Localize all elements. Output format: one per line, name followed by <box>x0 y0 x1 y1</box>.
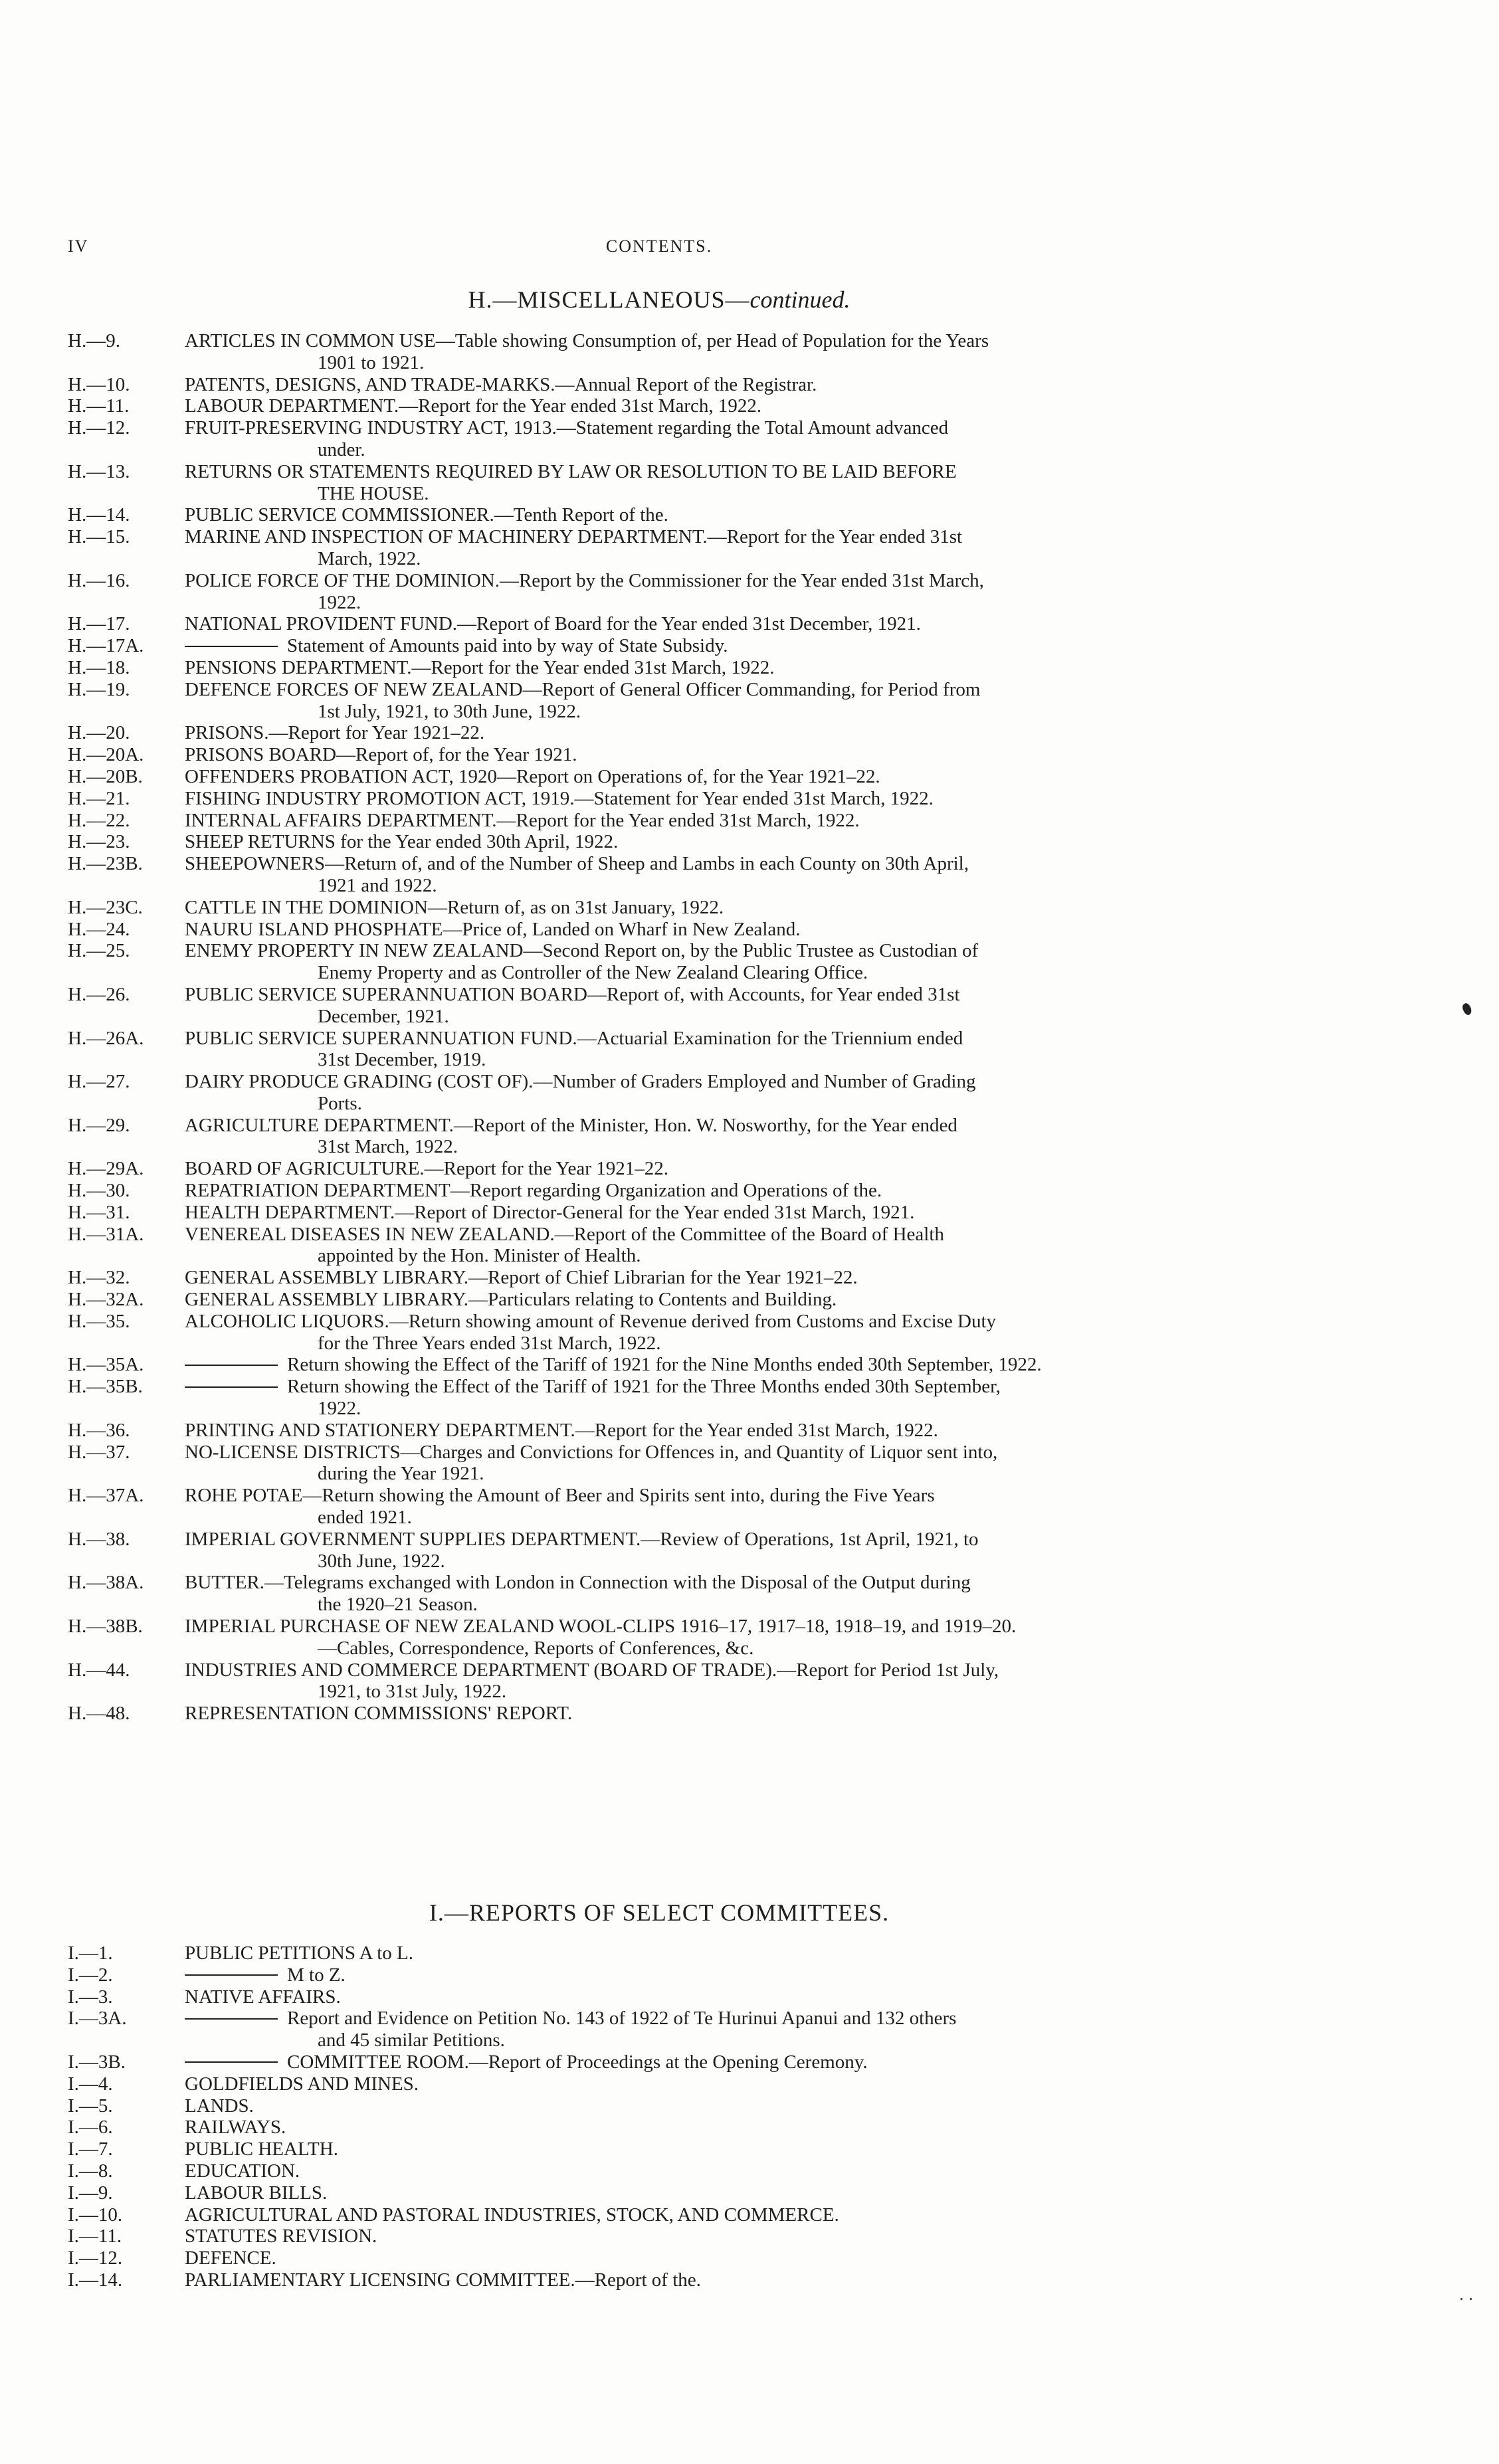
entry-body <box>185 461 1250 505</box>
entry-body <box>185 1202 1250 1224</box>
section-h-title <box>68 286 1250 314</box>
entry-body <box>185 1964 1250 1986</box>
entry-title: GOLDFIELDS AND MINES. <box>185 2073 419 2095</box>
contents-entry <box>68 526 1250 570</box>
entry-body <box>185 2073 1250 2095</box>
entry-code: H.—22. <box>68 809 130 831</box>
entry-title: M to Z. <box>287 1964 346 1986</box>
ink-dots: . . <box>1459 2284 1473 2305</box>
contents-entry <box>68 810 1250 832</box>
contents-entry <box>68 1943 1250 1964</box>
entry-continuation: 1922. <box>318 1398 361 1420</box>
page-header <box>68 237 1250 263</box>
entry-body <box>185 1028 1250 1072</box>
page-number: IV <box>68 237 89 256</box>
entry-code: H.—17. <box>68 613 130 635</box>
entry-title: FISHING INDUSTRY PROMOTION ACT, 1919.—Statement for Year ended 31st March, 1922. <box>185 787 934 809</box>
entry-title: VENEREAL DISEASES IN NEW ZEALAND.—Report of the Committee of the Board of Health <box>185 1223 944 1245</box>
contents-entry <box>68 1202 1250 1224</box>
contents-entry <box>68 940 1250 984</box>
entry-title: HEALTH DEPARTMENT.—Report of Director-General for the Year ended 31st March, 1921. <box>185 1201 915 1223</box>
page-title: CONTENTS. <box>605 237 713 256</box>
entry-body <box>185 853 1250 897</box>
contents-entry <box>68 2247 1250 2269</box>
entry-continuation: 31st March, 1922. <box>318 1136 458 1158</box>
entry-code: H.—23B. <box>68 853 143 875</box>
entry-title: GENERAL ASSEMBLY LIBRARY.—Report of Chief Librarian for the Year 1921–22. <box>185 1267 858 1289</box>
entry-body <box>185 2226 1250 2247</box>
entry-body <box>185 2138 1250 2160</box>
entry-code: H.—17A. <box>68 635 144 657</box>
entry-title: Return showing the Effect of the Tariff of 1921 for the Three Months ended 30th September, <box>287 1376 1001 1398</box>
contents-entry <box>68 2095 1250 2117</box>
contents-entry <box>68 1158 1250 1180</box>
entry-title: DAIRY PRODUCE GRADING (COST OF).—Number of Graders Employed and Number of Grading <box>185 1071 976 1093</box>
contents-entry <box>68 2008 1250 2051</box>
contents-entry <box>68 919 1250 941</box>
entry-code: I.—1. <box>68 1943 113 1964</box>
entry-title: PUBLIC SERVICE SUPERANNUATION FUND.—Actuarial Examination for the Triennium ended <box>185 1027 963 1049</box>
entry-title: COMMITTEE ROOM.—Report of Proceedings at the Opening Ceremony. <box>287 2051 868 2073</box>
entry-title: EDUCATION. <box>185 2160 300 2182</box>
entry-code: H.—37. <box>68 1441 130 1463</box>
entry-body <box>185 613 1250 635</box>
entry-title: GENERAL ASSEMBLY LIBRARY.—Particulars relating to Contents and Building. <box>185 1289 837 1311</box>
entry-body <box>185 1659 1250 1703</box>
entry-body <box>185 2008 1250 2051</box>
contents-entry <box>68 744 1250 766</box>
entry-title: PARLIAMENTARY LICENSING COMMITTEE.—Report of the. <box>185 2269 701 2291</box>
entry-code: H.—25. <box>68 940 130 962</box>
contents-entry <box>68 2051 1250 2073</box>
contents-entry <box>68 1224 1250 1268</box>
contents-entry <box>68 766 1250 788</box>
contents-entry <box>68 1311 1250 1355</box>
entry-title: RETURNS OR STATEMENTS REQUIRED BY LAW OR RESOLUTION TO BE LAID BEFORE <box>185 460 957 482</box>
contents-entry <box>68 570 1250 614</box>
entry-title: ARTICLES IN COMMON USE—Table showing Consumption of, per Head of Population for the Years <box>185 330 989 351</box>
entry-body <box>185 919 1250 941</box>
contents-entry <box>68 831 1250 853</box>
contents-entry <box>68 330 1250 374</box>
entry-code: H.—35A. <box>68 1354 144 1376</box>
entry-continuation: Enemy Property and as Controller of the New Zealand Clearing Office. <box>318 962 868 984</box>
contents-entry <box>68 1028 1250 1072</box>
entry-code: H.—29A. <box>68 1158 144 1180</box>
entry-title: NAURU ISLAND PHOSPHATE—Price of, Landed on Wharf in New Zealand. <box>185 918 801 940</box>
contents-entry <box>68 853 1250 897</box>
entry-code: H.—37A. <box>68 1485 144 1507</box>
ditto-rule <box>185 1365 278 1366</box>
entry-continuation: under. <box>318 438 365 460</box>
entry-code: I.—9. <box>68 2182 113 2204</box>
entry-body <box>185 2095 1250 2117</box>
entry-title: BOARD OF AGRICULTURE.—Report for the Year 1921–22. <box>185 1158 668 1180</box>
entry-continuation: December, 1921. <box>318 1005 449 1027</box>
entry-title: ROHE POTAE—Return showing the Amount of Beer and Spirits sent into, during the Five Years <box>185 1485 935 1507</box>
entry-code: H.—26A. <box>68 1027 144 1049</box>
entry-title: MARINE AND INSPECTION OF MACHINERY DEPARTMENT.—Report for the Year ended 31st <box>185 526 963 548</box>
entry-continuation: and 45 similar Petitions. <box>318 2030 505 2051</box>
entry-title: LANDS. <box>185 2095 254 2117</box>
entry-body <box>185 2269 1250 2291</box>
contents-entry <box>68 1485 1250 1529</box>
entry-title: RAILWAYS. <box>185 2117 286 2138</box>
entry-body <box>185 374 1250 396</box>
entry-title: ENEMY PROPERTY IN NEW ZEALAND—Second Report on, by the Public Trustee as Custodian of <box>185 940 979 962</box>
entry-code: H.—14. <box>68 504 130 526</box>
entry-title: OFFENDERS PROBATION ACT, 1920—Report on Operations of, for the Year 1921–22. <box>185 765 880 787</box>
entry-continuation: Ports. <box>318 1092 362 1114</box>
entry-code: H.—18. <box>68 656 130 678</box>
entry-body <box>185 1420 1250 1442</box>
entry-title: FRUIT-PRESERVING INDUSTRY ACT, 1913.—Statement regarding the Total Amount advanced <box>185 417 949 439</box>
ditto-rule <box>185 1974 278 1976</box>
entry-code: H.—31A. <box>68 1223 144 1245</box>
entry-title: DEFENCE FORCES OF NEW ZEALAND—Report of General Officer Commanding, for Period from <box>185 678 981 700</box>
entry-continuation: 31st December, 1919. <box>318 1049 486 1071</box>
entry-body <box>185 417 1250 461</box>
entry-continuation: ended 1921. <box>318 1507 412 1529</box>
contents-entry <box>68 417 1250 461</box>
section-h-title-text: H.—MISCELLANEOUS— <box>468 286 750 313</box>
contents-entry <box>68 2226 1250 2247</box>
section-i-entries <box>68 1943 1250 2291</box>
entry-code: H.—24. <box>68 918 130 940</box>
entry-title: PRISONS BOARD—Report of, for the Year 1921. <box>185 744 577 766</box>
entry-code: H.—23C. <box>68 896 143 918</box>
entry-body <box>185 2160 1250 2182</box>
entry-body <box>185 1115 1250 1159</box>
entry-code: H.—32. <box>68 1267 130 1289</box>
contents-entry <box>68 1529 1250 1572</box>
entry-title: PRINTING AND STATIONERY DEPARTMENT.—Report for the Year ended 31st March, 1922. <box>185 1419 938 1441</box>
entry-title: PUBLIC SERVICE COMMISSIONER.—Tenth Report of the. <box>185 504 668 526</box>
entry-code: I.—4. <box>68 2073 113 2095</box>
entry-body <box>185 810 1250 832</box>
contents-entry <box>68 984 1250 1028</box>
entry-title: Return showing the Effect of the Tariff of 1921 for the Nine Months ended 30th September, 1922. <box>287 1354 1042 1376</box>
contents-entry <box>68 395 1250 417</box>
entry-code: H.—10. <box>68 373 130 395</box>
entry-continuation: during the Year 1921. <box>318 1463 484 1485</box>
entry-continuation: 1st July, 1921, to 30th June, 1922. <box>318 700 581 722</box>
entry-code: H.—20. <box>68 722 130 744</box>
entry-continuation: March, 1922. <box>318 547 421 569</box>
contents-entry <box>68 2073 1250 2095</box>
entry-title: SHEEPOWNERS—Return of, and of the Number of Sheep and Lambs in each County on 30th April, <box>185 853 969 875</box>
entry-title: PUBLIC PETITIONS A to L. <box>185 1943 413 1964</box>
entry-code: H.—30. <box>68 1180 130 1202</box>
contents-entry <box>68 1964 1250 1986</box>
entry-title: IMPERIAL GOVERNMENT SUPPLIES DEPARTMENT.—Review of Operations, 1st April, 1921, to <box>185 1528 979 1550</box>
entry-code: H.—38. <box>68 1528 130 1550</box>
entry-body <box>185 395 1250 417</box>
entry-title: POLICE FORCE OF THE DOMINION.—Report by the Commissioner for the Year ended 31st March, <box>185 569 984 591</box>
entry-body <box>185 1180 1250 1202</box>
entry-title: NO-LICENSE DISTRICTS—Charges and Convictions for Offences in, and Quantity of Liquor sent into, <box>185 1441 998 1463</box>
entry-body <box>185 1986 1250 2008</box>
contents-entry <box>68 1267 1250 1289</box>
entry-code: H.—16. <box>68 569 130 591</box>
entry-code: I.—8. <box>68 2160 113 2182</box>
contents-entry <box>68 1180 1250 1202</box>
entry-body <box>185 635 1250 657</box>
entry-code: H.—23. <box>68 831 130 853</box>
ink-blot <box>1460 1002 1473 1016</box>
contents-entry <box>68 635 1250 657</box>
entry-body <box>185 2051 1250 2073</box>
entry-title: ALCOHOLIC LIQUORS.—Return showing amount of Revenue derived from Customs and Excise Duty <box>185 1310 997 1332</box>
entry-body <box>185 1158 1250 1180</box>
contents-entry <box>68 1616 1250 1659</box>
entry-body <box>185 1442 1250 1485</box>
entry-code: H.—15. <box>68 526 130 548</box>
entry-title: SHEEP RETURNS for the Year ended 30th April, 1922. <box>185 831 619 853</box>
entry-body <box>185 526 1250 570</box>
entry-code: H.—27. <box>68 1071 130 1093</box>
contents-entry <box>68 2269 1250 2291</box>
contents-entry <box>68 1442 1250 1485</box>
entry-title: BUTTER.—Telegrams exchanged with London in Connection with the Disposal of the Output during <box>185 1572 971 1594</box>
entry-title: PATENTS, DESIGNS, AND TRADE-MARKS.—Annual Report of the Registrar. <box>185 373 817 395</box>
entry-title: PUBLIC SERVICE SUPERANNUATION BOARD—Report of, with Accounts, for Year ended 31st <box>185 983 960 1005</box>
entry-title: CATTLE IN THE DOMINION—Return of, as on 31st January, 1922. <box>185 896 724 918</box>
contents-entry <box>68 679 1250 723</box>
section-h-title-continued: continued. <box>750 286 850 313</box>
entry-body <box>185 1616 1250 1659</box>
section-h-entries <box>68 330 1250 1725</box>
entry-code: H.—38A. <box>68 1572 144 1594</box>
contents-entry <box>68 1376 1250 1420</box>
ditto-rule <box>185 1386 278 1388</box>
contents-entry <box>68 1703 1250 1725</box>
entry-code: H.—31. <box>68 1201 130 1223</box>
entry-code: H.—20B. <box>68 765 143 787</box>
entry-body <box>185 679 1250 723</box>
entry-code: H.—29. <box>68 1114 130 1136</box>
contents-entry <box>68 1986 1250 2008</box>
entry-body <box>185 1485 1250 1529</box>
entry-body <box>185 657 1250 679</box>
entry-body <box>185 1376 1250 1420</box>
entry-code: I.—5. <box>68 2095 113 2117</box>
entry-code: I.—10. <box>68 2204 123 2226</box>
entry-body <box>185 2204 1250 2226</box>
contents-entry <box>68 1071 1250 1115</box>
entry-body <box>185 1224 1250 1268</box>
contents-entry <box>68 1289 1250 1311</box>
entry-body <box>185 940 1250 984</box>
ditto-rule <box>185 2061 278 2063</box>
entry-code: H.—35. <box>68 1310 130 1332</box>
entry-code: H.—32A. <box>68 1289 144 1311</box>
entry-continuation: —Cables, Correspondence, Reports of Conferences, &c. <box>318 1637 754 1659</box>
entry-title: PUBLIC HEALTH. <box>185 2138 338 2160</box>
contents-entry <box>68 1659 1250 1703</box>
entry-code: H.—26. <box>68 983 130 1005</box>
ditto-rule <box>185 2018 278 2020</box>
contents-entry <box>68 1420 1250 1442</box>
section-i-title: I.—REPORTS OF SELECT COMMITTEES. <box>429 1899 890 1926</box>
entry-code: I.—2. <box>68 1964 113 1986</box>
contents-entry <box>68 374 1250 396</box>
entry-title: PRISONS.—Report for Year 1921–22. <box>185 722 485 744</box>
entry-code: I.—14. <box>68 2269 123 2291</box>
ditto-rule <box>185 646 278 647</box>
entry-body <box>185 1572 1250 1616</box>
entry-continuation: THE HOUSE. <box>318 482 429 504</box>
entry-title: LABOUR BILLS. <box>185 2182 328 2204</box>
entry-continuation: for the Three Years ended 31st March, 1922. <box>318 1332 661 1354</box>
entry-continuation: the 1920–21 Season. <box>318 1594 478 1616</box>
entry-title: AGRICULTURAL AND PASTORAL INDUSTRIES, STOCK, AND COMMERCE. <box>185 2204 839 2226</box>
contents-entry <box>68 657 1250 679</box>
entry-body <box>185 1289 1250 1311</box>
entry-title: PENSIONS DEPARTMENT.—Report for the Year ended 31st March, 1922. <box>185 656 775 678</box>
entry-body <box>185 570 1250 614</box>
entry-code: I.—3B. <box>68 2051 126 2073</box>
entry-code: H.—35B. <box>68 1376 143 1398</box>
entry-body <box>185 1943 1250 1964</box>
contents-entry <box>68 2160 1250 2182</box>
entry-code: I.—3. <box>68 1986 113 2008</box>
entry-body <box>185 1529 1250 1572</box>
entry-body <box>185 744 1250 766</box>
entry-code: H.—48. <box>68 1703 130 1725</box>
entry-code: H.—44. <box>68 1659 130 1681</box>
entry-title: NATIONAL PROVIDENT FUND.—Report of Board for the Year ended 31st December, 1921. <box>185 613 921 635</box>
entry-title: INDUSTRIES AND COMMERCE DEPARTMENT (BOARD OF TRADE).—Report for Period 1st July, <box>185 1659 999 1681</box>
entry-title: AGRICULTURE DEPARTMENT.—Report of the Minister, Hon. W. Nosworthy, for the Year ended <box>185 1114 957 1136</box>
entry-code: I.—6. <box>68 2117 113 2138</box>
entry-body <box>185 2247 1250 2269</box>
entry-title: DEFENCE. <box>185 2247 276 2269</box>
entry-continuation: 1922. <box>318 591 361 613</box>
entry-body <box>185 831 1250 853</box>
contents-entry <box>68 2117 1250 2138</box>
entry-continuation: 30th June, 1922. <box>318 1550 445 1572</box>
contents-entry <box>68 613 1250 635</box>
entry-body <box>185 722 1250 744</box>
entry-body <box>185 2117 1250 2138</box>
entry-code: H.—12. <box>68 417 130 439</box>
entry-title: Statement of Amounts paid into by way of State Subsidy. <box>287 635 728 657</box>
entry-title: REPATRIATION DEPARTMENT—Report regarding Organization and Operations of the. <box>185 1180 882 1202</box>
contents-entry <box>68 2204 1250 2226</box>
entry-body <box>185 1071 1250 1115</box>
entry-title: LABOUR DEPARTMENT.—Report for the Year ended 31st March, 1922. <box>185 395 762 417</box>
entry-body <box>185 1703 1250 1725</box>
entry-continuation: 1901 to 1921. <box>318 351 425 373</box>
entry-code: I.—11. <box>68 2226 122 2247</box>
contents-entry <box>68 2182 1250 2204</box>
entry-code: H.—13. <box>68 460 130 482</box>
entry-continuation: 1921 and 1922. <box>318 874 437 896</box>
contents-entry <box>68 504 1250 526</box>
entry-body <box>185 897 1250 919</box>
entry-code: I.—12. <box>68 2247 123 2269</box>
entry-body <box>185 766 1250 788</box>
entry-body <box>185 504 1250 526</box>
contents-entry <box>68 461 1250 505</box>
contents-entry <box>68 722 1250 744</box>
entry-code: H.—38B. <box>68 1616 143 1638</box>
contents-entry <box>68 2138 1250 2160</box>
contents-entry <box>68 1115 1250 1159</box>
entry-body <box>185 1267 1250 1289</box>
entry-body <box>185 788 1250 810</box>
entry-body <box>185 1311 1250 1355</box>
entry-title: REPRESENTATION COMMISSIONS' REPORT. <box>185 1703 573 1725</box>
entry-code: H.—20A. <box>68 744 144 766</box>
entry-code: I.—7. <box>68 2138 113 2160</box>
entry-body <box>185 330 1250 374</box>
entry-code: H.—19. <box>68 678 130 700</box>
entry-code: H.—21. <box>68 787 130 809</box>
entry-title: Report and Evidence on Petition No. 143 of 1922 of Te Hurinui Apanui and 132 others <box>287 2008 957 2030</box>
entry-title: STATUTES REVISION. <box>185 2226 377 2247</box>
contents-entry <box>68 897 1250 919</box>
entry-continuation: appointed by the Hon. Minister of Health. <box>318 1245 641 1267</box>
entry-body <box>185 2182 1250 2204</box>
entry-title: IMPERIAL PURCHASE OF NEW ZEALAND WOOL-CLIPS 1916–17, 1917–18, 1918–19, and 1919–20. <box>185 1616 1017 1638</box>
contents-entry <box>68 1572 1250 1616</box>
contents-entry <box>68 788 1250 810</box>
entry-code: H.—36. <box>68 1419 130 1441</box>
entry-body <box>185 1354 1250 1376</box>
entry-body <box>185 984 1250 1028</box>
entry-code: H.—11. <box>68 395 130 417</box>
entry-title: NATIVE AFFAIRS. <box>185 1986 341 2008</box>
entry-continuation: 1921, to 31st July, 1922. <box>318 1681 507 1703</box>
entry-title: INTERNAL AFFAIRS DEPARTMENT.—Report for the Year ended 31st March, 1922. <box>185 809 860 831</box>
contents-entry <box>68 1354 1250 1376</box>
entry-code: H.—9. <box>68 330 120 351</box>
entry-code: I.—3A. <box>68 2008 127 2030</box>
